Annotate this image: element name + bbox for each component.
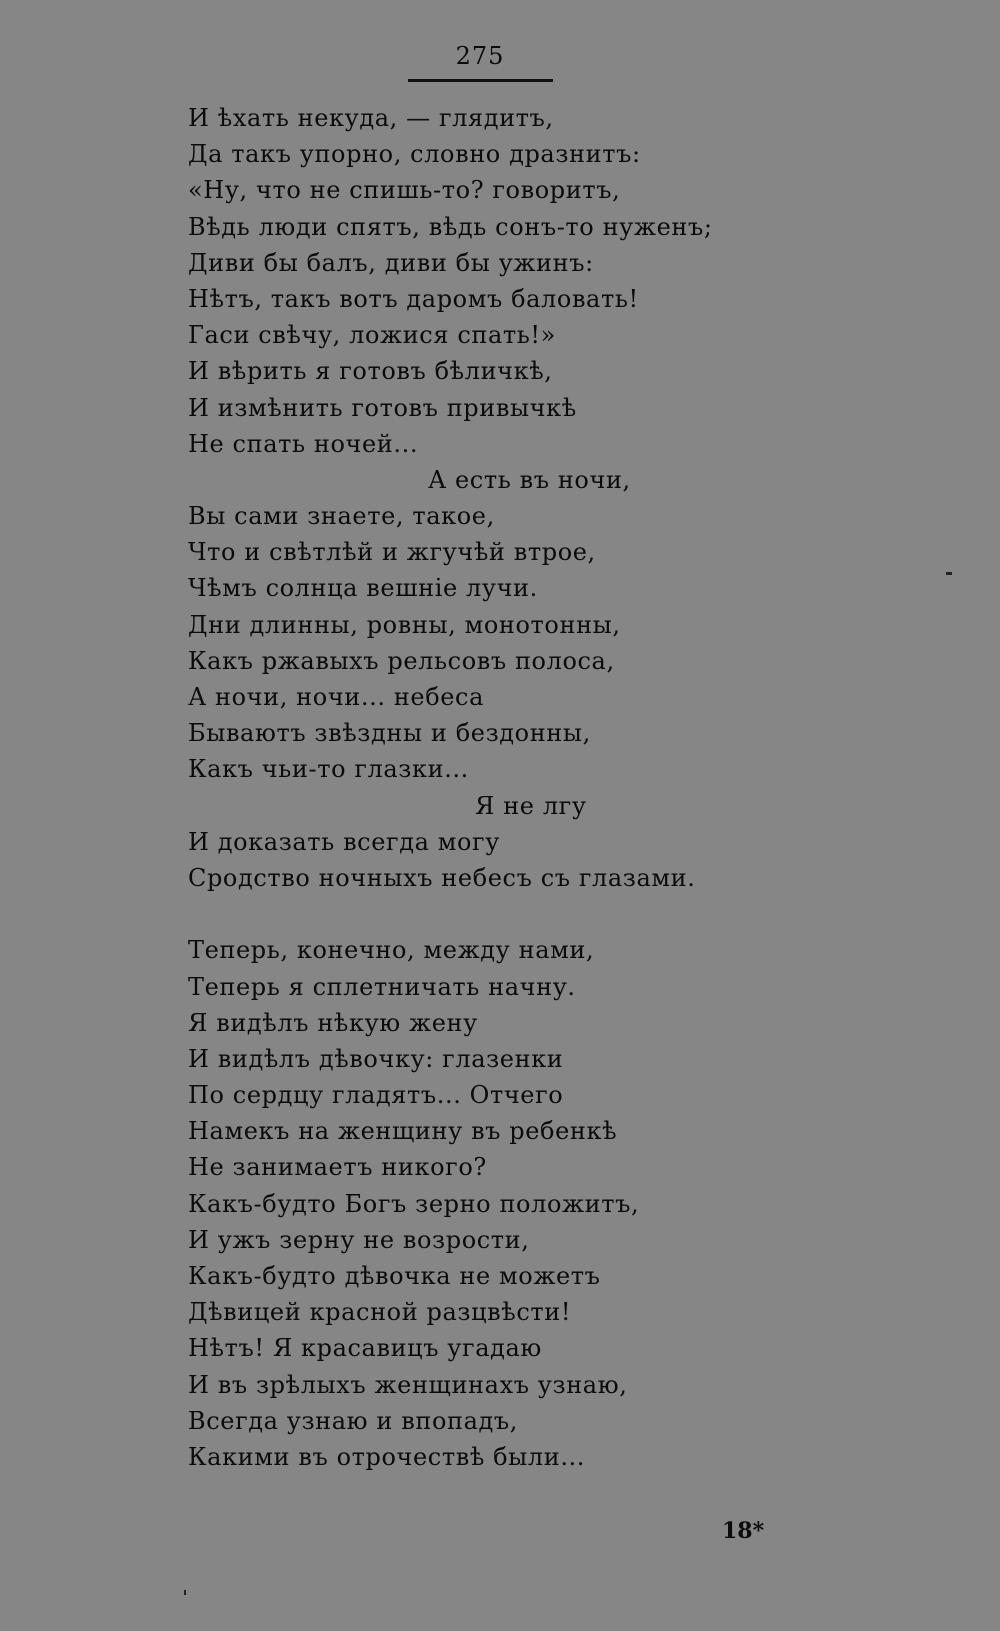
poem-line: И измѣнить готовъ привычкѣ bbox=[188, 393, 577, 422]
poem-line: Дни длинны, ровны, монотонны, bbox=[188, 610, 621, 639]
poem-line: А ночи, ночи... небеса bbox=[188, 683, 484, 711]
poem-line: И ѣхать некуда, — глядитъ, bbox=[188, 104, 554, 132]
poem-line: Какъ чьи-то глазки... bbox=[188, 755, 469, 784]
stray-print-mark bbox=[184, 1590, 186, 1595]
poem-line: А есть въ ночи, bbox=[428, 465, 631, 494]
poem-line: Теперь, конечно, между нами, bbox=[188, 936, 595, 965]
poem-line: И въ зрѣлыхъ женщинахъ узнаю, bbox=[188, 1370, 628, 1399]
poem-line: Нѣтъ, такъ вотъ даромъ баловать! bbox=[188, 284, 639, 313]
poem-line: Чѣмъ солнца вешніе лучи. bbox=[188, 574, 538, 603]
poem-line: Бываютъ звѣздны и бездонны, bbox=[188, 719, 591, 748]
poem-line: Диви бы балъ, диви бы ужинъ: bbox=[188, 248, 594, 277]
header-rule bbox=[408, 79, 553, 82]
poem-line: Вѣдь люди спятъ, вѣдь сонъ-то нуженъ; bbox=[188, 212, 713, 241]
poem-line: Я видѣлъ нѣкую жену bbox=[188, 1008, 478, 1037]
poem-line: И видѣлъ дѣвочку: глазенки bbox=[188, 1044, 564, 1073]
poem-line: Намекъ на женщину въ ребенкѣ bbox=[188, 1117, 618, 1146]
stray-print-mark bbox=[946, 572, 952, 575]
poem-line: По сердцу гладятъ... Отчего bbox=[188, 1081, 564, 1110]
poem-body bbox=[188, 100, 768, 1475]
poem-line: Дѣвицей красной разцвѣсти! bbox=[188, 1298, 572, 1327]
poem-line: «Ну, что не спишь-то? говоритъ, bbox=[188, 176, 621, 205]
poem-line: Нѣтъ! Я красавицъ угадаю bbox=[188, 1334, 542, 1363]
printer-signature-mark: 18* bbox=[722, 1518, 765, 1544]
page-number: 275 bbox=[455, 42, 505, 70]
poem-line: Какъ-будто дѣвочка не можетъ bbox=[188, 1262, 601, 1290]
poem-line: Гаси свѣчу, ложися спать!» bbox=[188, 321, 556, 350]
poem-line: Да такъ упорно, словно дразнитъ: bbox=[188, 140, 641, 169]
poem-line: Вы сами знаете, такое, bbox=[188, 502, 495, 531]
poem-line: Теперь я сплетничать начну. bbox=[188, 972, 576, 1001]
poem-line: Я не лгу bbox=[475, 791, 587, 820]
poem-line: Что и свѣтлѣй и жгучѣй втрое, bbox=[188, 538, 596, 567]
poem-line: И ужъ зерну не возрости, bbox=[188, 1225, 530, 1254]
poem-line: Не спать ночей... bbox=[188, 429, 419, 458]
poem-line: Какъ-будто Богъ зерно положитъ, bbox=[188, 1189, 640, 1218]
poem-line: Всегда узнаю и впопадъ, bbox=[188, 1406, 518, 1435]
poem-line: Какими въ отрочествѣ были... bbox=[188, 1442, 586, 1471]
poem-line: Какъ ржавыхъ рельсовъ полоса, bbox=[188, 646, 615, 675]
stanza-break bbox=[188, 896, 768, 932]
poem-line: И вѣрить я готовъ бѣличкѣ, bbox=[188, 357, 553, 386]
poem-line: Не занимаетъ никого? bbox=[188, 1153, 487, 1182]
poem-line: И доказать всегда могу bbox=[188, 827, 500, 856]
poem-line: Сродство ночныхъ небесъ съ глазами. bbox=[188, 863, 696, 892]
